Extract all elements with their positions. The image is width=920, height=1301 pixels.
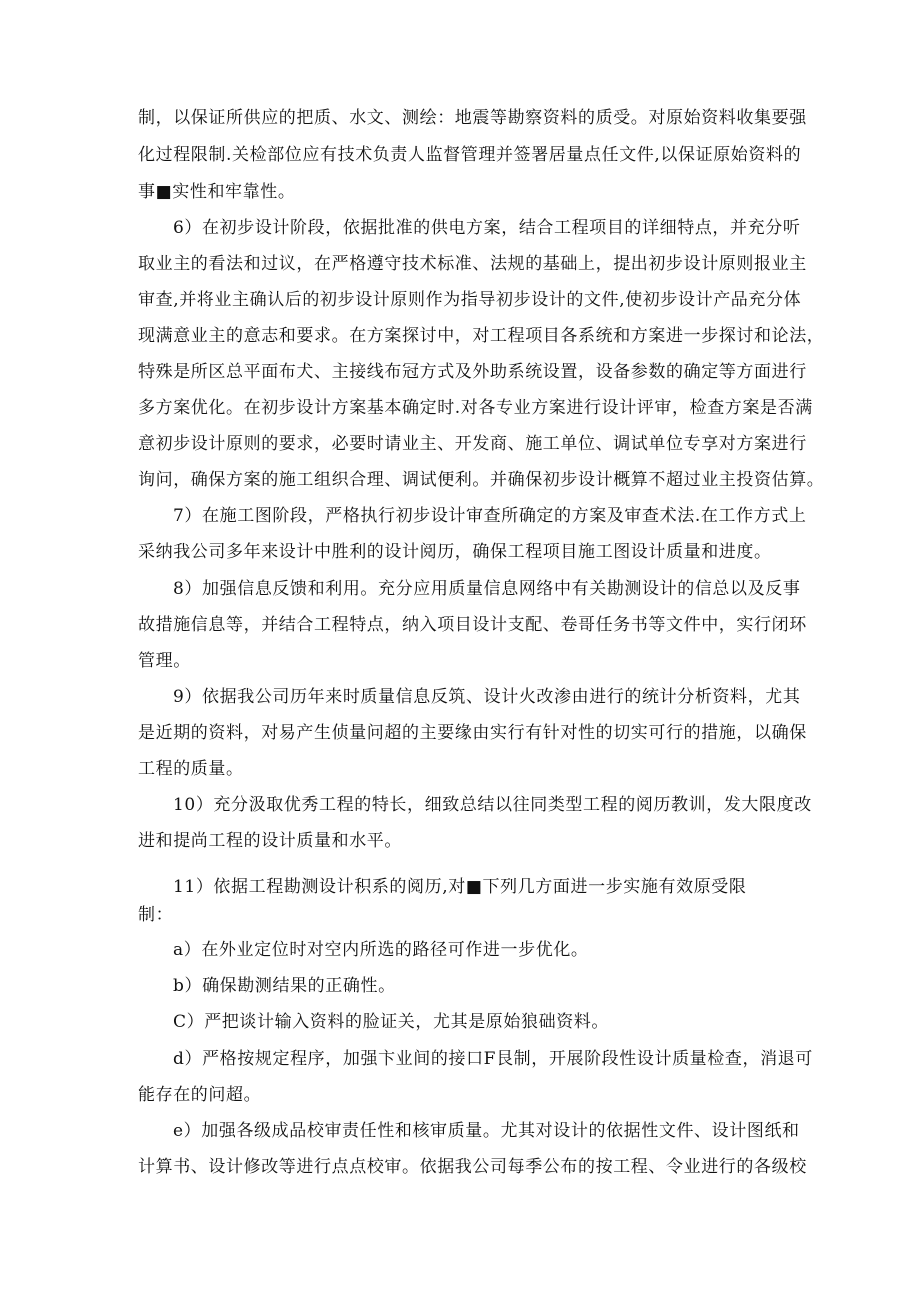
- text-line: 进和提尚工程的设计质量和水平。: [138, 831, 402, 851]
- list-item-a: a）在外业定位时对空内所选的路径可作进一步优化。: [173, 940, 589, 960]
- text-line: 事■实性和牢靠性。: [138, 182, 296, 202]
- text-line: 能存在的问超。: [138, 1085, 262, 1105]
- text-line: 现满意业主的意志和要求。在方案探讨中，对工程项目各系统和方案进一步探讨和论法，: [138, 326, 825, 346]
- paragraph-7-first-line: 7）在施工图阶段，严格执行初步设计审查所确定的方案及审查术法.在工作方式上: [173, 506, 807, 526]
- list-item-c: C）严把谈计输入资料的脸证关，尤其是原始狼础资料。: [173, 1012, 610, 1032]
- text-line: 制：: [138, 905, 174, 925]
- list-item-e: e）加强各级成品校审责任性和核审质量。尤其对设计的依据性文件、设计图纸和: [173, 1121, 800, 1141]
- paragraph-11-first-line: 11）依据工程勘测设计积系的阅历,对■下列几方面进一步实施有效原受限: [173, 877, 747, 897]
- list-item-b: b）确保勘测结果的正确性。: [173, 976, 396, 996]
- text-line: 故措施信息等，并结合工程特点，纳入项目设计支配、卷哥任务书等文件中，实行闭环: [138, 615, 807, 635]
- paragraph-8-first-line: 8）加强信息反馈和利用。充分应用质量信息网络中有关勘测设计的信总以及反事: [173, 579, 801, 599]
- text-line: 管理。: [138, 651, 191, 671]
- paragraph-10-first-line: 10）充分汲取优秀工程的特长，细致总结以往同类型工程的阅历教训，发大限度改: [173, 795, 812, 815]
- text-line: 多方案优化。在初步设计方案基本确定时.对各专业方案进行设计评审，检查方案是否满: [138, 398, 813, 418]
- text-line: 采纳我公司多年来设计中胜利的设计阅历，确保工程项目施工图设计质量和进度。: [138, 542, 772, 562]
- list-item-d: d）严格按规定程序，加强卞业间的接口F艮制，开展阶段性设计质量检查，消退可: [173, 1049, 813, 1069]
- text-line: 是近期的资料，对易产生侦量问超的主要缘由实行有针对性的切实可行的措施，以确保: [138, 723, 807, 743]
- text-line: 化过程限制.关检部位应有技术负责人监督管理并签署居量点任文件,以保证原始资料的: [138, 145, 802, 165]
- text-line: 意初步设计原则的要求，必要时请业主、开发商、施工单位、调试单位专享对方案进行: [138, 434, 807, 454]
- text-line: 取业主的看法和过议，在严格遵守技术标准、法规的基础上，提出初步设计原则报业主: [138, 254, 807, 274]
- text-line: 特殊是所区总平面布犬、主接线布冠方式及外助系统设置，设备参数的确定等方面进行: [138, 362, 807, 382]
- text-line: 询问，确保方案的施工组织合理、调试便利。并确保初步设计概算不超过业主投资估算。: [138, 470, 825, 490]
- paragraph-6-first-line: 6）在初步设计阶段，依据批准的供电方案，结合工程项目的详细特点，并充分听: [173, 218, 801, 238]
- text-line: 制，以保证所供应的把质、水文、测绘：地震等勘察资料的质受。对原始资料收集要强: [138, 108, 807, 128]
- text-line: 计算书、设计修改等进行点点校审。依据我公司每季公布的按工程、令业进行的各级校: [138, 1157, 807, 1177]
- paragraph-9-first-line: 9）依据我公司历年来时质量信息反筑、设计火改渗由进行的统计分析资料，尤其: [173, 687, 801, 707]
- text-line: 审查,并将业主确认后的初步设计原则作为指导初步设计的文件,使初步设计产品充分体: [138, 290, 802, 310]
- text-line: 工程的质量。: [138, 759, 244, 779]
